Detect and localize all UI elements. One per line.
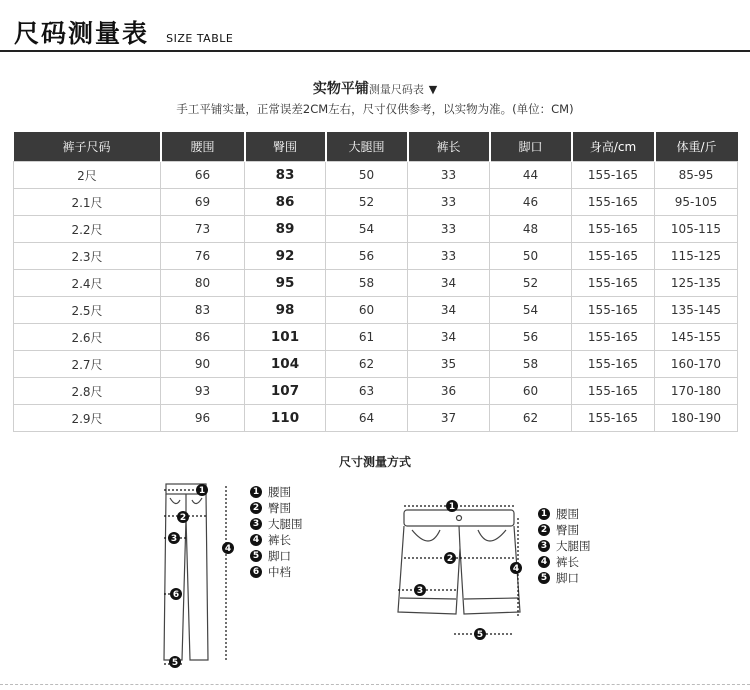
header-divider (0, 50, 750, 52)
table-cell: 89 (245, 216, 326, 243)
table-cell: 86 (161, 324, 245, 351)
table-cell: 62 (490, 405, 572, 432)
page-header (14, 14, 233, 50)
table-cell: 2.9尺 (14, 405, 161, 432)
table-cell: 145-155 (655, 324, 738, 351)
table-cell: 155-165 (572, 189, 655, 216)
table-cell: 33 (408, 216, 490, 243)
table-cell: 2.8尺 (14, 378, 161, 405)
table-cell: 33 (408, 162, 490, 189)
table-cell: 155-165 (572, 351, 655, 378)
table-cell: 2.6尺 (14, 324, 161, 351)
table-cell: 125-135 (655, 270, 738, 297)
table-cell: 155-165 (572, 324, 655, 351)
table-cell: 61 (326, 324, 408, 351)
legend-item (250, 532, 303, 548)
legend-item (538, 522, 591, 538)
table-cell: 69 (161, 189, 245, 216)
table-cell: 93 (161, 378, 245, 405)
table-cell: 76 (161, 243, 245, 270)
table-cell: 64 (326, 405, 408, 432)
legend-label: 臀围 (556, 523, 579, 537)
table-row (14, 270, 738, 297)
legend-label: 腰围 (268, 485, 291, 499)
page-title: 尺码测量表 (14, 19, 150, 48)
table-cell: 107 (245, 378, 326, 405)
column-header: 臀围 (245, 132, 326, 162)
table-cell: 52 (490, 270, 572, 297)
table-cell: 34 (408, 297, 490, 324)
pants-marker-4: 4 (224, 544, 232, 554)
table-cell: 48 (490, 216, 572, 243)
table-cell: 160-170 (655, 351, 738, 378)
pants-marker-3: 3 (170, 534, 178, 544)
table-cell: 66 (161, 162, 245, 189)
table-row (14, 189, 738, 216)
legend-label: 臀围 (268, 501, 291, 515)
table-cell: 155-165 (572, 378, 655, 405)
shorts-marker-5: 5 (476, 630, 484, 640)
table-cell: 33 (408, 243, 490, 270)
table-cell: 2尺 (14, 162, 161, 189)
table-cell: 96 (161, 405, 245, 432)
column-header: 裤长 (408, 132, 490, 162)
column-header: 腰围 (161, 132, 245, 162)
page-subtitle: SIZE TABLE (166, 32, 234, 45)
table-cell: 115-125 (655, 243, 738, 270)
table-cell: 2.3尺 (14, 243, 161, 270)
legend-item (250, 500, 303, 516)
pants-legend (250, 484, 303, 580)
table-cell: 90 (161, 351, 245, 378)
legend-number-icon: 6 (250, 566, 262, 578)
legend-number-icon: 3 (538, 540, 550, 552)
table-row (14, 378, 738, 405)
legend-label: 裤长 (556, 555, 579, 569)
pants-marker-1: 1 (198, 486, 206, 496)
legend-number-icon: 2 (538, 524, 550, 536)
legend-item (538, 506, 591, 522)
shorts-marker-1: 1 (448, 502, 456, 512)
down-arrow-icon: ▼ (428, 83, 438, 96)
table-row (14, 351, 738, 378)
table-cell: 63 (326, 378, 408, 405)
legend-label: 裤长 (268, 533, 291, 547)
table-cell: 50 (326, 162, 408, 189)
table-cell: 56 (490, 324, 572, 351)
table-cell: 58 (326, 270, 408, 297)
table-cell: 86 (245, 189, 326, 216)
table-cell: 46 (490, 189, 572, 216)
legend-number-icon: 2 (250, 502, 262, 514)
table-row (14, 324, 738, 351)
legend-number-icon: 3 (250, 518, 262, 530)
column-header: 裤子尺码 (14, 132, 161, 162)
table-cell: 155-165 (572, 162, 655, 189)
table-cell: 56 (326, 243, 408, 270)
table-cell: 105-115 (655, 216, 738, 243)
footer-divider (0, 684, 750, 685)
legend-number-icon: 1 (538, 508, 550, 520)
table-cell: 135-145 (655, 297, 738, 324)
table-cell: 2.7尺 (14, 351, 161, 378)
table-cell: 2.2尺 (14, 216, 161, 243)
section-title (0, 78, 750, 98)
section-title-main: 实物平铺 (312, 81, 369, 97)
legend-item (250, 516, 303, 532)
shorts-marker-4: 4 (512, 564, 520, 574)
table-cell: 58 (490, 351, 572, 378)
table-cell: 50 (490, 243, 572, 270)
pants-marker-5: 5 (171, 658, 179, 668)
pants-diagram (150, 478, 250, 674)
table-cell: 155-165 (572, 297, 655, 324)
legend-label: 脚口 (268, 549, 291, 563)
legend-number-icon: 5 (538, 572, 550, 584)
table-cell: 85-95 (655, 162, 738, 189)
table-cell: 34 (408, 270, 490, 297)
table-cell: 37 (408, 405, 490, 432)
table-cell: 98 (245, 297, 326, 324)
legend-item (250, 564, 303, 580)
table-cell: 2.4尺 (14, 270, 161, 297)
section-description: 手工平铺实量，正常误差2CM左右，尺寸仅供参考，以实物为准。(单位：CM) (176, 102, 574, 116)
table-cell: 83 (161, 297, 245, 324)
legend-label: 脚口 (556, 571, 579, 585)
table-cell: 44 (490, 162, 572, 189)
table-cell: 92 (245, 243, 326, 270)
legend-label: 大腿围 (268, 517, 303, 531)
table-cell: 180-190 (655, 405, 738, 432)
table-cell: 80 (161, 270, 245, 297)
table-cell: 155-165 (572, 216, 655, 243)
table-row (14, 216, 738, 243)
legend-item (538, 554, 591, 570)
shorts-diagram (390, 496, 530, 646)
table-cell: 155-165 (572, 405, 655, 432)
size-table (13, 132, 738, 432)
table-header-row (14, 132, 738, 162)
table-cell: 95-105 (655, 189, 738, 216)
shorts-legend (538, 506, 591, 586)
table-cell: 73 (161, 216, 245, 243)
table-cell: 52 (326, 189, 408, 216)
table-cell: 95 (245, 270, 326, 297)
section-title-small: 测量尺码表 (368, 83, 424, 96)
table-cell: 155-165 (572, 270, 655, 297)
legend-item (250, 484, 303, 500)
column-header: 脚口 (490, 132, 572, 162)
table-row (14, 405, 738, 432)
table-cell: 34 (408, 324, 490, 351)
table-cell: 60 (490, 378, 572, 405)
column-header: 大腿围 (326, 132, 408, 162)
table-cell: 54 (326, 216, 408, 243)
table-cell: 2.5尺 (14, 297, 161, 324)
table-body (14, 162, 738, 432)
table-row (14, 297, 738, 324)
pants-marker-2: 2 (179, 513, 187, 523)
table-cell: 101 (245, 324, 326, 351)
column-header: 体重/斤 (655, 132, 738, 162)
table-cell: 2.1尺 (14, 189, 161, 216)
method-title: 尺寸测量方式 (338, 455, 411, 469)
table-cell: 104 (245, 351, 326, 378)
column-header: 身高/cm (572, 132, 655, 162)
pants-marker-6: 6 (172, 590, 180, 600)
shorts-marker-2: 2 (446, 554, 454, 564)
legend-item (250, 548, 303, 564)
legend-number-icon: 1 (250, 486, 262, 498)
legend-number-icon: 4 (250, 534, 262, 546)
table-cell: 60 (326, 297, 408, 324)
table-row (14, 243, 738, 270)
legend-item (538, 538, 591, 554)
table-cell: 35 (408, 351, 490, 378)
legend-label: 中档 (268, 565, 291, 579)
table-cell: 170-180 (655, 378, 738, 405)
table-row (14, 162, 738, 189)
legend-number-icon: 4 (538, 556, 550, 568)
shorts-marker-3: 3 (416, 586, 424, 596)
table-cell: 33 (408, 189, 490, 216)
table-cell: 110 (245, 405, 326, 432)
table-cell: 62 (326, 351, 408, 378)
legend-number-icon: 5 (250, 550, 262, 562)
table-cell: 36 (408, 378, 490, 405)
table-cell: 54 (490, 297, 572, 324)
table-cell: 83 (245, 162, 326, 189)
legend-label: 大腿围 (556, 539, 591, 553)
legend-label: 腰围 (556, 507, 579, 521)
table-cell: 155-165 (572, 243, 655, 270)
legend-item (538, 570, 591, 586)
